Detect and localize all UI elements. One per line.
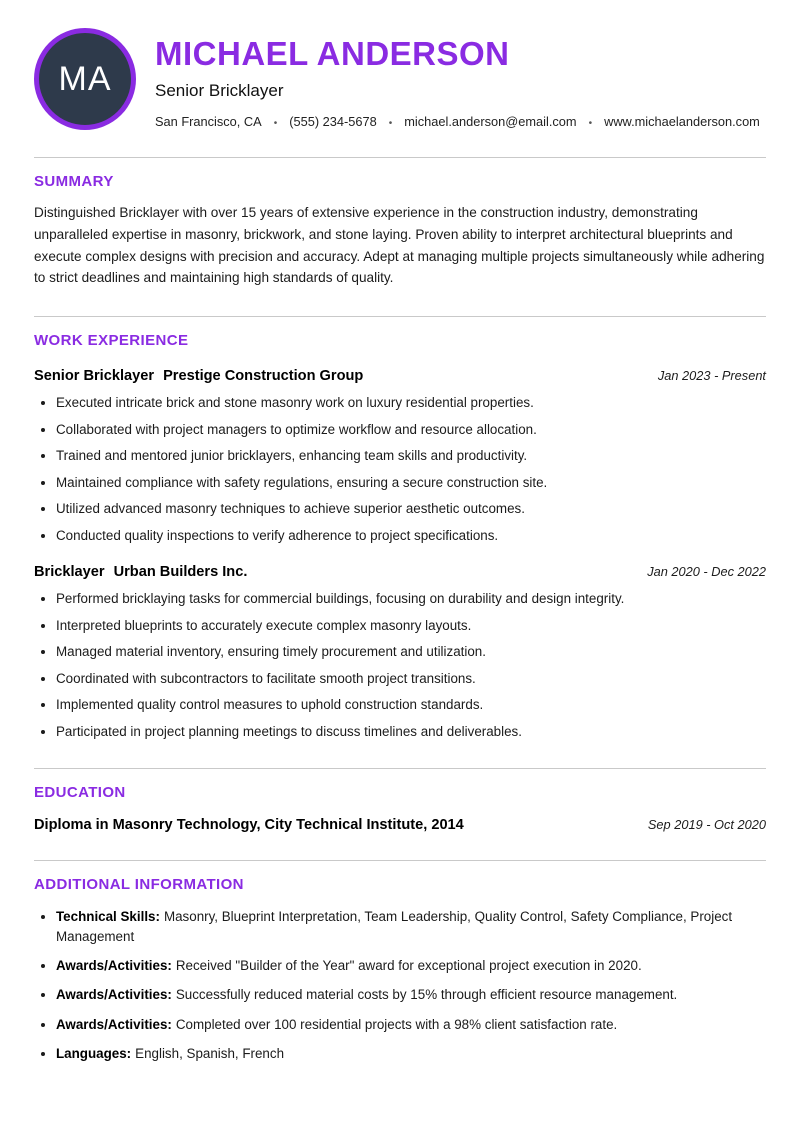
- additional-info-label: Technical Skills:: [56, 909, 160, 925]
- additional-information-heading: ADDITIONAL INFORMATION: [34, 876, 244, 894]
- job-bullet: • Executed intricate brick and stone masonry work on luxury residential properties.: [56, 394, 766, 412]
- additional-info-item: [56, 1015, 766, 1034]
- additional-info-list: [34, 907, 766, 1064]
- additional-info-label: Awards/Activities:: [56, 1016, 172, 1032]
- additional-information-section: [34, 860, 766, 1064]
- header-text: [155, 28, 760, 129]
- candidate-title: Senior Bricklayer: [155, 81, 284, 101]
- additional-info-text: Completed over 100 residential projects with a 98% client satisfaction rate.: [175, 1016, 618, 1032]
- additional-info-text: Masonry, Blueprint Interpretation, Team Leadership, Quality Control, Safety Compliance, Project Management: [56, 909, 733, 944]
- job-title-line: [34, 368, 363, 384]
- job-company: Urban Builders Inc.: [113, 564, 248, 581]
- additional-info-text: Successfully reduced material costs by 15% through efficient resource management.: [175, 987, 678, 1003]
- additional-info-item: [56, 985, 766, 1004]
- job-bullet-list: [34, 394, 766, 545]
- job-role: Bricklayer: [34, 564, 105, 581]
- job-bullet: • Coordinated with subcontractors to facilitate smooth project transitions.: [56, 670, 766, 688]
- contact-item: • (555) 234-5678: [262, 114, 377, 129]
- contact-item: • www.michaelanderson.com: [577, 114, 760, 129]
- contact-item: San Francisco, CA: [155, 114, 262, 130]
- additional-info-label: Languages:: [56, 1046, 132, 1062]
- avatar: [34, 28, 136, 130]
- additional-info-label: Awards/Activities:: [56, 987, 172, 1003]
- contact-row: [155, 114, 760, 129]
- job-bullet: • Trained and mentored junior bricklayers, enhancing team skills and productivity.: [56, 447, 766, 465]
- job-bullet: • Maintained compliance with safety regulations, ensuring a secure construction site.: [56, 474, 766, 492]
- job-bullet: • Utilized advanced masonry techniques to achieve superior aesthetic outcomes.: [56, 500, 766, 518]
- job-bullet: • Managed material inventory, ensuring timely procurement and utilization.: [56, 643, 766, 661]
- additional-info-text: Received "Builder of the Year" award for exceptional project execution in 2020.: [175, 958, 642, 973]
- education-dates: Sep 2019 - Oct 2020: [647, 817, 766, 833]
- job-bullet: • Collaborated with project managers to optimize workflow and resource allocation.: [56, 421, 766, 439]
- additional-info-item: [56, 956, 766, 975]
- summary-heading: SUMMARY: [34, 173, 114, 190]
- work-experience-heading: WORK EXPERIENCE: [34, 332, 189, 349]
- education-entry: [34, 817, 766, 833]
- job-role: Senior Bricklayer: [34, 368, 155, 384]
- job-bullet: • Conducted quality inspections to verify adherence to project specifications.: [56, 527, 766, 545]
- job-title-line: [34, 564, 247, 580]
- job-entry: [34, 564, 766, 741]
- additional-info-item: [56, 1044, 766, 1063]
- job-header: [34, 368, 766, 384]
- summary-section: [34, 157, 766, 289]
- additional-info-item: [56, 907, 766, 946]
- job-bullet: • Implemented quality control measures to uphold construction standards.: [56, 696, 766, 714]
- education-degree: Diploma in Masonry Technology, City Technical Institute, 2014: [34, 817, 464, 834]
- resume-header: [34, 28, 766, 130]
- job-bullet: • Interpreted blueprints to accurately execute complex masonry layouts.: [56, 617, 766, 635]
- additional-info-label: Awards/Activities:: [56, 958, 172, 973]
- job-header: [34, 564, 766, 580]
- education-heading: EDUCATION: [34, 784, 126, 802]
- job-bullet: • Participated in project planning meetings to discuss timelines and deliverables.: [56, 723, 766, 741]
- work-experience-section: [34, 316, 766, 741]
- candidate-name: MICHAEL ANDERSON: [155, 35, 510, 72]
- job-dates: Jan 2020 - Dec 2022: [647, 564, 766, 580]
- education-section: [34, 768, 766, 833]
- job-entry: [34, 368, 766, 545]
- contact-item: • michael.anderson@email.com: [377, 114, 577, 129]
- job-bullet: • Performed bricklaying tasks for commercial buildings, focusing on durability and design integrity.: [56, 590, 766, 608]
- summary-text: Distinguished Bricklayer with over 15 years of extensive experience in the construction industry, demonstrating unparalleled expertise in masonry, brickwork, and stone laying. Proven ability to interpret architectural blueprints and execute complex designs with precision and accuracy. Adept at managing multiple projects simultaneously while adhering to strict deadlines and maintaining high standards of quality.: [34, 205, 765, 286]
- additional-info-text: English, Spanish, French: [135, 1046, 285, 1062]
- job-bullet-list: [34, 590, 766, 741]
- job-dates: Jan 2023 - Present: [657, 368, 766, 383]
- avatar-initials: MA: [58, 59, 112, 98]
- job-company: Prestige Construction Group: [163, 368, 364, 384]
